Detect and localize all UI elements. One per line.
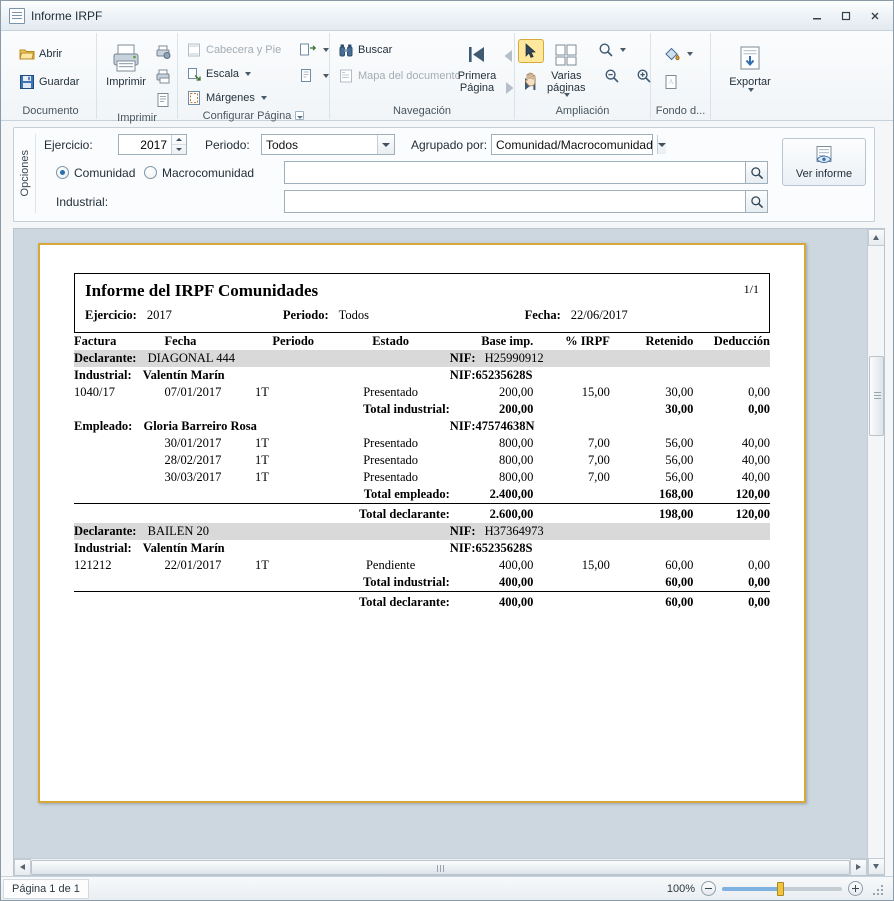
nif-label: NIF: bbox=[449, 351, 476, 365]
print-preview-icon bbox=[155, 92, 171, 108]
report-page bbox=[38, 243, 806, 803]
chevron-down-icon bbox=[245, 72, 251, 76]
zoom-button[interactable] bbox=[593, 39, 631, 61]
scroll-left-button[interactable] bbox=[14, 859, 31, 876]
block-type-label: Industrial: bbox=[74, 541, 132, 555]
varias-paginas-label: Varias páginas bbox=[547, 70, 586, 94]
block-header-row bbox=[74, 540, 770, 557]
chevron-down-icon bbox=[323, 48, 329, 52]
meta-value-fecha: 22/06/2017 bbox=[570, 308, 628, 322]
meta-label-ejercicio: Ejercicio: bbox=[85, 308, 137, 322]
comunidad-input[interactable] bbox=[284, 161, 746, 184]
industrial-input[interactable] bbox=[284, 190, 746, 213]
cell-fecha: 07/01/2017 bbox=[164, 385, 222, 399]
table-row bbox=[74, 435, 770, 452]
agrupado-label: Agrupado por: bbox=[411, 137, 488, 152]
report-meta bbox=[85, 308, 759, 323]
pointer-icon bbox=[524, 43, 538, 59]
report-title: Informe del IRPF Comunidades bbox=[85, 281, 319, 300]
declarante-nif-2 bbox=[450, 523, 770, 540]
block-3-nif: NIF:65235628S bbox=[449, 541, 533, 555]
chevron-down-icon bbox=[620, 48, 626, 52]
status-bar bbox=[1, 876, 893, 900]
radio-button-icon bbox=[144, 166, 157, 179]
minimize-button[interactable] bbox=[803, 6, 831, 26]
cell-periodo: 1T bbox=[254, 385, 269, 399]
mapa-documento-label: Mapa del documento bbox=[358, 70, 461, 82]
cell-factura bbox=[74, 435, 164, 452]
report-page-indicator: 1/1 bbox=[743, 282, 759, 296]
block-name: Valentín Marín bbox=[142, 541, 225, 555]
chevron-down-icon bbox=[261, 96, 267, 100]
cell-base: 200,00 bbox=[498, 385, 534, 399]
ribbon-group-exportar bbox=[711, 33, 789, 119]
options-row-2 bbox=[44, 161, 768, 184]
mapa-documento-button[interactable] bbox=[333, 65, 461, 87]
cell-factura bbox=[74, 452, 164, 469]
document-map-icon bbox=[338, 68, 354, 84]
cell-periodo: 1T bbox=[254, 470, 269, 484]
ribbon-group-fondo-label: Fondo d... bbox=[655, 105, 706, 117]
ribbon-group-ampliacion-label: Ampliación bbox=[555, 105, 610, 117]
cell-estado: Presentado bbox=[363, 453, 419, 467]
report-icon bbox=[9, 8, 25, 24]
ver-informe-label: Ver informe bbox=[795, 167, 853, 180]
imprimir-label: Imprimir bbox=[106, 76, 146, 88]
window-title: Informe IRPF bbox=[31, 8, 103, 23]
agrupado-value: Comunidad/Macrocomunidad bbox=[496, 137, 653, 152]
ejercicio-value[interactable]: 2017 bbox=[140, 137, 167, 152]
cell-fecha: 30/01/2017 bbox=[164, 436, 222, 450]
cell-fecha: 22/01/2017 bbox=[164, 558, 222, 572]
ver-informe-button[interactable] bbox=[782, 138, 866, 186]
zoom-in-circle-icon[interactable] bbox=[848, 881, 863, 896]
zoom-controls bbox=[667, 881, 889, 896]
ejercicio-stepper[interactable] bbox=[118, 134, 187, 155]
save-disk-icon bbox=[19, 74, 35, 90]
next-page-icon bbox=[503, 81, 515, 95]
margins-icon bbox=[186, 90, 202, 106]
tamano-button[interactable] bbox=[294, 65, 334, 87]
page-status: Página 1 de 1 bbox=[3, 879, 89, 899]
cell-deduccion: 0,00 bbox=[748, 558, 770, 572]
horizontal-scroll-thumb[interactable] bbox=[31, 860, 850, 875]
ribbon-group-navegacion-label: Navegación bbox=[392, 105, 452, 117]
cell-fecha: 28/02/2017 bbox=[164, 453, 222, 467]
section-total-base: 2.600,00 bbox=[489, 507, 534, 521]
meta-label-periodo: Periodo: bbox=[282, 308, 329, 322]
opciones-impresion-button[interactable] bbox=[152, 65, 174, 87]
cell-retenido: 56,00 bbox=[665, 453, 694, 467]
previous-page-icon bbox=[503, 49, 515, 63]
industrial-search-button[interactable] bbox=[746, 190, 768, 213]
section-total-label: Total declarante: bbox=[358, 595, 450, 609]
block-total-base: 200,00 bbox=[498, 402, 534, 416]
declarante-label: Declarante: bbox=[74, 351, 137, 365]
resize-grip[interactable] bbox=[871, 883, 883, 895]
block-total-base: 400,00 bbox=[498, 575, 534, 589]
marca-agua-button[interactable] bbox=[658, 71, 684, 93]
margenes-label: Márgenes bbox=[206, 92, 255, 104]
zoom-level: 100% bbox=[666, 882, 695, 895]
options-fields bbox=[44, 134, 768, 213]
buscar-label: Buscar bbox=[358, 44, 393, 56]
cell-fecha: 30/03/2017 bbox=[164, 470, 222, 484]
binoculars-icon bbox=[338, 42, 354, 58]
zoom-menos-button[interactable] bbox=[593, 65, 631, 87]
block-type-label: Empleado: bbox=[74, 419, 133, 433]
mano-button[interactable] bbox=[518, 67, 544, 91]
periodo-value: Todos bbox=[266, 137, 299, 152]
margenes-button[interactable] bbox=[181, 87, 286, 109]
maximize-button[interactable] bbox=[832, 6, 860, 26]
block-total-row bbox=[74, 486, 770, 504]
zoom-slider-knob[interactable] bbox=[777, 882, 784, 896]
orientation-icon bbox=[299, 42, 317, 58]
cell-irpf: 7,00 bbox=[587, 436, 610, 450]
cell-base: 800,00 bbox=[498, 470, 534, 484]
cell-periodo: 1T bbox=[254, 453, 269, 467]
agrupado-select[interactable] bbox=[491, 134, 653, 155]
cell-factura: 1040/17 bbox=[74, 385, 115, 399]
nif-label: NIF: bbox=[449, 524, 476, 538]
ribbon-group-navegacion bbox=[330, 33, 515, 119]
chevron-down-icon bbox=[687, 52, 693, 56]
chevron-down-icon bbox=[323, 74, 329, 78]
block-3-header bbox=[74, 540, 450, 557]
paint-bucket-icon bbox=[663, 46, 681, 62]
block-total-deduccion: 0,00 bbox=[748, 402, 770, 416]
horizontal-scroll-track[interactable] bbox=[31, 859, 850, 876]
col-estado: Estado bbox=[372, 334, 410, 348]
zoom-in-icon bbox=[636, 68, 652, 84]
section-total-label: Total declarante: bbox=[358, 507, 450, 521]
block-2-header bbox=[74, 418, 450, 435]
cell-periodo: 1T bbox=[254, 436, 269, 450]
scale-icon bbox=[186, 66, 202, 82]
col-fecha: Fecha bbox=[164, 334, 197, 348]
first-page-icon bbox=[464, 42, 490, 68]
block-2-nif: NIF:47574638N bbox=[449, 419, 535, 433]
table-row bbox=[74, 557, 770, 574]
cell-retenido: 30,00 bbox=[665, 385, 694, 399]
ribbon-group-exportar-label bbox=[714, 104, 786, 119]
svg-text:A: A bbox=[668, 78, 674, 86]
ribbon-group-imprimir-label: Imprimir bbox=[117, 112, 157, 124]
hand-icon bbox=[523, 71, 539, 87]
ribbon-group-configurar-pagina bbox=[178, 33, 330, 122]
meta-label-fecha: Fecha: bbox=[524, 308, 561, 322]
cell-estado: Presentado bbox=[363, 436, 419, 450]
section-total-retenido: 60,00 bbox=[665, 595, 694, 609]
declarante-row bbox=[74, 350, 770, 367]
meta-value-ejercicio: 2017 bbox=[146, 308, 172, 322]
configurar-pagina-label-text: Configurar Página bbox=[202, 110, 292, 122]
close-button[interactable] bbox=[861, 6, 889, 26]
block-total-label: Total empleado: bbox=[363, 487, 450, 501]
zoom-out-icon bbox=[604, 68, 620, 84]
chevron-down-icon bbox=[564, 93, 570, 97]
abrir-label: Abrir bbox=[39, 48, 63, 60]
nif-value: H25990912 bbox=[484, 351, 544, 365]
section-total-retenido: 198,00 bbox=[659, 507, 694, 521]
report-page-area[interactable] bbox=[14, 229, 867, 858]
view-report-icon bbox=[813, 145, 835, 165]
col-deduccion: Deducción bbox=[713, 334, 770, 348]
table-row bbox=[74, 384, 770, 401]
vertical-scrollbar[interactable] bbox=[867, 229, 884, 875]
title-bar bbox=[1, 1, 893, 31]
watermark-icon bbox=[663, 74, 679, 90]
primera-pagina-button[interactable] bbox=[455, 39, 499, 95]
horizontal-scrollbar[interactable] bbox=[14, 858, 867, 875]
cell-periodo: 1T bbox=[254, 558, 269, 572]
scroll-down-button[interactable] bbox=[868, 858, 885, 875]
col-factura: Factura bbox=[74, 334, 117, 348]
ejercicio-label: Ejercicio: bbox=[44, 137, 93, 152]
declarante-name: BAILEN 20 bbox=[147, 524, 210, 538]
export-icon bbox=[735, 44, 765, 74]
block-type-label: Industrial: bbox=[74, 368, 132, 382]
zoom-slider-fill bbox=[722, 887, 780, 891]
cell-estado: Presentado bbox=[363, 385, 419, 399]
radio-macrocomunidad-label: Macrocomunidad bbox=[162, 165, 255, 180]
report-viewer bbox=[13, 228, 885, 876]
escala-button[interactable] bbox=[181, 63, 286, 85]
block-header-row bbox=[74, 367, 770, 384]
cell-deduccion: 40,00 bbox=[741, 470, 770, 484]
block-header-row bbox=[74, 418, 770, 435]
escala-label: Escala bbox=[206, 68, 240, 80]
cabecera-pie-label: Cabecera y Pie bbox=[206, 44, 282, 56]
block-total-retenido: 60,00 bbox=[665, 575, 694, 589]
cell-irpf: 15,00 bbox=[581, 385, 610, 399]
report-table bbox=[74, 333, 770, 611]
declarante-row bbox=[74, 523, 770, 540]
vista-impresion-button[interactable] bbox=[152, 89, 174, 111]
configurar-impresora-button[interactable] bbox=[152, 41, 174, 63]
radio-comunidad-label: Comunidad bbox=[74, 165, 136, 180]
spin-up-icon[interactable] bbox=[172, 135, 186, 145]
block-total-deduccion: 120,00 bbox=[735, 487, 770, 501]
multiple-pages-icon bbox=[553, 42, 579, 68]
comunidad-search-button[interactable] bbox=[746, 161, 768, 184]
declarante-2 bbox=[74, 523, 450, 540]
cell-retenido: 60,00 bbox=[665, 558, 694, 572]
cell-base: 800,00 bbox=[498, 436, 534, 450]
ejercicio-spinner-buttons[interactable] bbox=[171, 135, 186, 154]
cell-deduccion: 0,00 bbox=[748, 385, 770, 399]
cell-retenido: 56,00 bbox=[665, 436, 694, 450]
col-base: Base imp. bbox=[481, 334, 534, 348]
radio-macrocomunidad[interactable] bbox=[144, 166, 284, 180]
orientacion-button[interactable] bbox=[294, 39, 334, 61]
cell-base: 400,00 bbox=[498, 558, 534, 572]
col-periodo: Periodo bbox=[272, 334, 315, 348]
section-total-deduccion: 120,00 bbox=[735, 507, 770, 521]
cell-irpf: 15,00 bbox=[581, 558, 610, 572]
header-footer-icon bbox=[186, 42, 202, 58]
ribbon-group-fondo bbox=[651, 33, 711, 119]
options-box bbox=[13, 127, 875, 222]
block-name: Gloria Barreiro Rosa bbox=[143, 419, 257, 433]
block-1-header bbox=[74, 367, 450, 384]
block-name: Valentín Marín bbox=[142, 368, 225, 382]
varias-paginas-button[interactable] bbox=[544, 39, 589, 98]
declarante-nif-1 bbox=[450, 350, 770, 367]
zoom-out-circle-icon[interactable] bbox=[701, 881, 716, 896]
section-total-row bbox=[74, 594, 770, 611]
guardar-label: Guardar bbox=[39, 76, 80, 88]
block-total-deduccion: 0,00 bbox=[748, 575, 770, 589]
declarante-1 bbox=[74, 350, 450, 367]
magnifier-icon bbox=[598, 42, 614, 58]
options-row-3 bbox=[44, 190, 768, 213]
cell-estado: Presentado bbox=[363, 470, 419, 484]
radio-button-icon bbox=[56, 166, 69, 179]
cell-base: 800,00 bbox=[498, 453, 534, 467]
dialog-launcher-icon[interactable] bbox=[295, 111, 304, 120]
scroll-right-button[interactable] bbox=[850, 859, 867, 876]
cell-irpf: 7,00 bbox=[587, 453, 610, 467]
search-icon bbox=[750, 195, 764, 209]
cabecera-pie-button[interactable] bbox=[181, 39, 286, 61]
spin-down-icon[interactable] bbox=[172, 145, 186, 154]
ribbon-group-configurar-pagina-label bbox=[181, 109, 326, 124]
section-total-deduccion: 0,00 bbox=[748, 595, 770, 609]
block-total-retenido: 30,00 bbox=[665, 402, 694, 416]
periodo-select[interactable] bbox=[261, 134, 395, 155]
chevron-down-icon[interactable] bbox=[377, 135, 394, 154]
block-total-row bbox=[74, 401, 770, 418]
report-content bbox=[40, 245, 804, 611]
chevron-down-icon bbox=[748, 88, 754, 92]
search-icon bbox=[750, 166, 764, 180]
chevron-down-icon[interactable] bbox=[657, 135, 666, 154]
table-row bbox=[74, 452, 770, 469]
ribbon-group-ampliacion bbox=[515, 33, 651, 119]
col-retenido: Retenido bbox=[645, 334, 694, 348]
zoom-slider[interactable] bbox=[722, 887, 842, 891]
block-total-label: Total industrial: bbox=[363, 575, 450, 589]
guardar-button[interactable] bbox=[14, 71, 84, 93]
col-irpf: % IRPF bbox=[565, 334, 610, 348]
printer-icon bbox=[110, 42, 142, 74]
print-options-icon bbox=[155, 68, 171, 84]
exportar-button[interactable] bbox=[722, 41, 778, 93]
options-row-1 bbox=[44, 134, 768, 155]
buscar-button[interactable] bbox=[333, 39, 451, 61]
block-total-label: Total industrial: bbox=[363, 402, 450, 416]
cell-deduccion: 40,00 bbox=[741, 436, 770, 450]
cell-factura bbox=[74, 469, 164, 486]
abrir-button[interactable] bbox=[14, 43, 67, 65]
puntero-button[interactable] bbox=[518, 39, 544, 63]
report-column-headers bbox=[74, 333, 770, 350]
imprimir-button[interactable] bbox=[102, 39, 150, 89]
declarante-name: DIAGONAL 444 bbox=[147, 351, 235, 365]
color-fondo-button[interactable] bbox=[658, 43, 698, 65]
cell-deduccion: 40,00 bbox=[741, 453, 770, 467]
declarante-label: Declarante: bbox=[74, 524, 137, 538]
exportar-label: Exportar bbox=[729, 76, 771, 88]
ribbon-group-imprimir bbox=[97, 33, 178, 124]
table-row bbox=[74, 469, 770, 486]
meta-value-periodo: Todos bbox=[338, 308, 370, 322]
radio-comunidad[interactable] bbox=[44, 166, 144, 180]
report-header-box bbox=[74, 273, 770, 333]
cell-irpf: 7,00 bbox=[587, 470, 610, 484]
primera-pagina-label: Primera Página bbox=[457, 70, 497, 94]
scroll-up-button[interactable] bbox=[868, 229, 885, 246]
section-total-row bbox=[74, 506, 770, 523]
block-total-row bbox=[74, 574, 770, 592]
vertical-scroll-track[interactable] bbox=[868, 246, 885, 858]
ribbon-toolbar bbox=[1, 31, 893, 124]
section-total-base: 400,00 bbox=[498, 595, 534, 609]
vertical-scroll-thumb[interactable] bbox=[869, 356, 884, 436]
cell-estado: Pendiente bbox=[365, 558, 416, 572]
opciones-tab-label: Opciones bbox=[18, 150, 31, 197]
ribbon-group-documento-label: Documento bbox=[22, 105, 79, 117]
nif-value: H37364973 bbox=[484, 524, 544, 538]
ribbon-group-documento bbox=[5, 33, 97, 119]
cell-retenido: 56,00 bbox=[665, 470, 694, 484]
folder-open-icon bbox=[19, 46, 35, 62]
block-total-retenido: 168,00 bbox=[659, 487, 694, 501]
paper-size-icon bbox=[299, 68, 317, 84]
options-panel bbox=[1, 121, 893, 228]
block-1-nif: NIF:65235628S bbox=[449, 368, 533, 382]
cell-factura: 121212 bbox=[74, 558, 112, 572]
periodo-label: Periodo: bbox=[205, 137, 250, 152]
printer-setup-icon bbox=[155, 44, 171, 60]
opciones-tab[interactable] bbox=[14, 134, 36, 213]
industrial-label: Industrial: bbox=[56, 194, 109, 209]
block-total-base: 2.400,00 bbox=[489, 487, 534, 501]
